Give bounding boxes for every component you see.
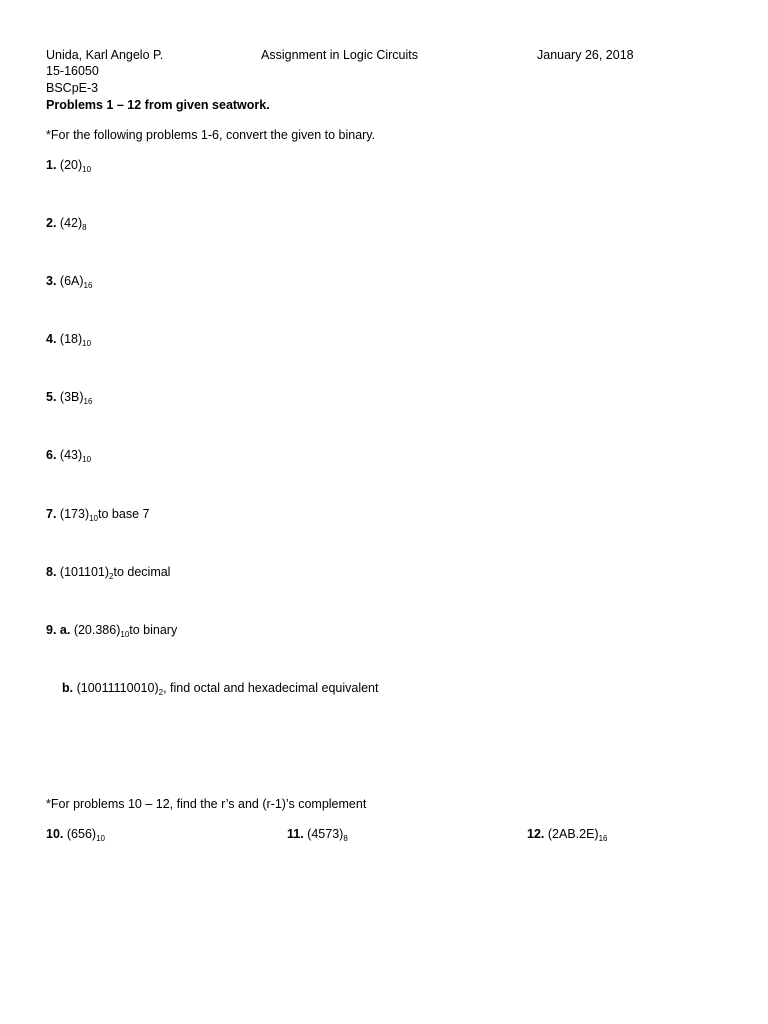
problem-number: 3. (46, 274, 57, 288)
problem-6 (46, 447, 91, 463)
problem-value: (43) (59, 448, 83, 462)
problem-base: 8 (82, 223, 87, 232)
problem-suffix: to base 7 (98, 507, 150, 521)
problem-suffix: , find octal and hexadecimal equivalent (163, 681, 379, 695)
student-id: 15-16050 (46, 64, 99, 78)
problem-number: 6. (46, 448, 57, 462)
problem-value: (10011110010) (76, 681, 159, 695)
problem-2 (46, 215, 87, 231)
problem-10 (46, 826, 105, 842)
problem-value: (101101) (59, 565, 110, 579)
problem-8 (46, 564, 170, 580)
problem-base: 8 (343, 834, 348, 843)
problem-number: 9. a. (46, 623, 71, 637)
problem-number: b. (62, 681, 74, 695)
problem-value: (173) (59, 507, 90, 521)
problem-value: (4573) (307, 827, 344, 841)
problem-number: 5. (46, 390, 57, 404)
problem-value: (42) (59, 216, 83, 230)
problem-value: (20) (59, 158, 83, 172)
problem-number: 7. (46, 507, 57, 521)
course-section: BSCpE-3 (46, 81, 99, 95)
problem-4 (46, 331, 91, 347)
problem-base: 10 (82, 165, 92, 174)
problem-12 (527, 826, 608, 842)
problem-9b (62, 680, 378, 696)
problem-base: 10 (96, 834, 105, 843)
problem-value: (6A) (59, 274, 84, 288)
problems-heading: Problems 1 – 12 from given seatwork. (46, 98, 270, 112)
problem-number: 12. (527, 827, 545, 841)
problem-7 (46, 506, 149, 522)
problem-value: (2AB.2E) (547, 827, 599, 841)
problem-3 (46, 273, 92, 289)
problem-base: 2 (158, 688, 164, 697)
problem-base: 2 (109, 572, 114, 581)
problem-11 (287, 826, 348, 842)
assignment-title: Assignment in Logic Circuits (261, 48, 419, 62)
problem-number: 4. (46, 332, 57, 346)
problem-base: 10 (89, 514, 99, 523)
problem-base: 16 (83, 281, 93, 290)
problem-suffix: to decimal (113, 565, 171, 579)
problem-base: 10 (82, 339, 92, 348)
problem-5 (46, 389, 92, 405)
complement-instruction: *For problems 10 – 12, find the r’s and (r-1)’s complement (46, 797, 367, 811)
problem-base: 10 (120, 630, 130, 639)
problem-number: 8. (46, 565, 57, 579)
binary-instruction: *For the following problems 1-6, convert the given to binary. (46, 128, 376, 142)
problem-9a (46, 622, 177, 638)
problem-value: (3B) (59, 390, 84, 404)
problem-base: 16 (598, 834, 608, 843)
problem-suffix: to binary (129, 623, 178, 637)
problem-base: 10 (82, 455, 92, 464)
problem-value: (656) (66, 827, 97, 841)
problem-1 (46, 157, 91, 173)
problem-number: 11. (287, 827, 304, 841)
assignment-date: January 26, 2018 (537, 48, 634, 62)
problem-number: 10. (46, 827, 64, 841)
problem-base: 16 (83, 397, 93, 406)
problem-value: (18) (59, 332, 83, 346)
problem-value: (20.386) (73, 623, 121, 637)
problem-number: 1. (46, 158, 57, 172)
student-name: Unida, Karl Angelo P. (46, 48, 164, 62)
problem-number: 2. (46, 216, 57, 230)
